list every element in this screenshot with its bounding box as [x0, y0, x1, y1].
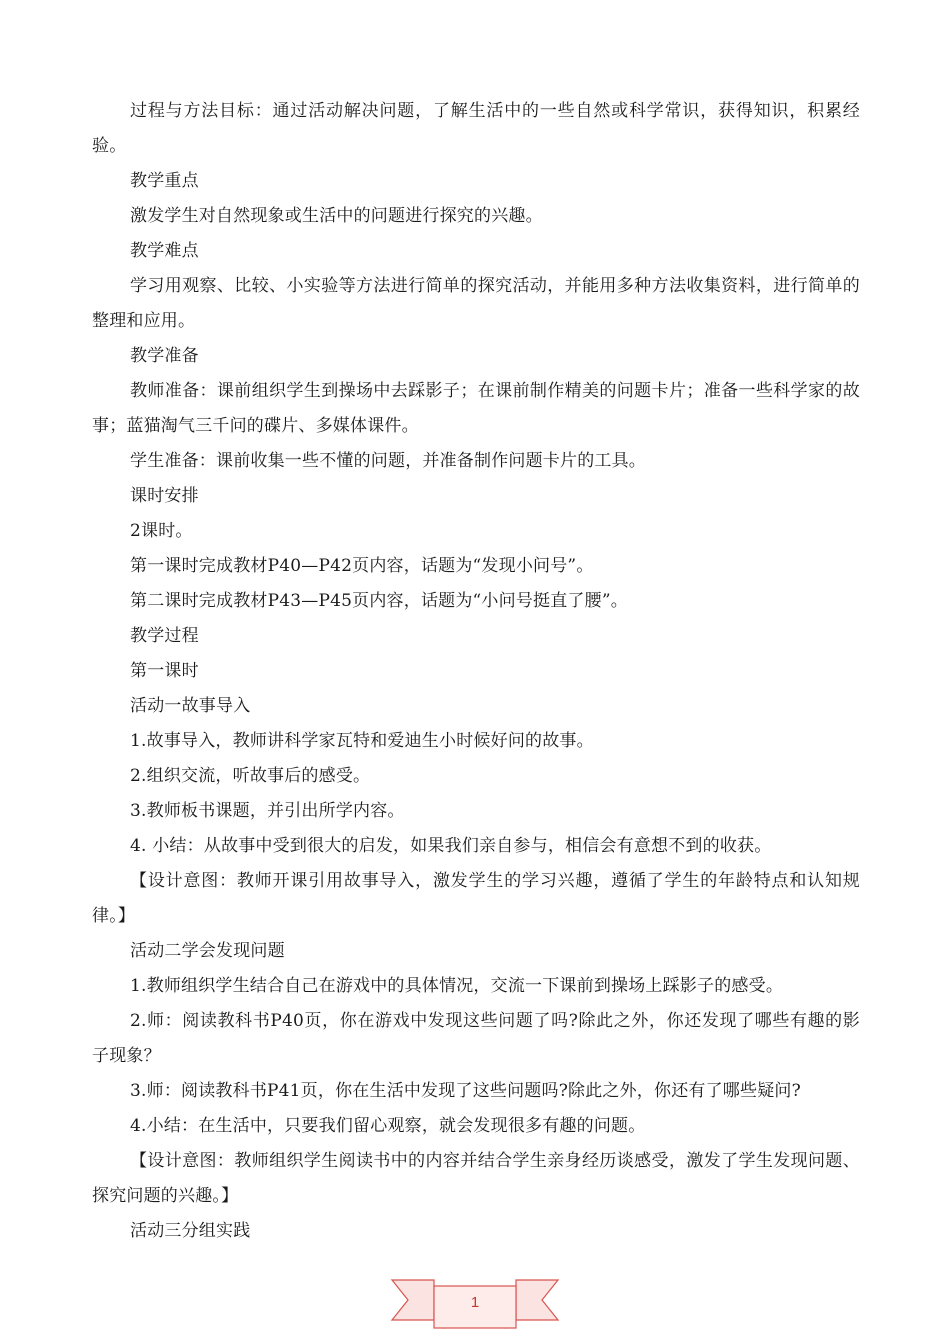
list-item-activity-one-4: 4. 小结：从故事中受到很大的启发，如果我们亲自参与，相信会有意想不到的收获。	[130, 836, 772, 856]
heading-activity-two: 活动二学会发现问题	[130, 941, 285, 961]
heading-key-points: 教学重点	[130, 171, 199, 191]
paragraph-key-points: 激发学生对自然现象或生活中的问题进行探究的兴趣。	[130, 206, 543, 226]
paragraph-first-lesson-scope: 第一课时完成教材P40—P42页内容，话题为“发现小问号”。	[130, 556, 594, 576]
heading-activity-one: 活动一故事导入	[130, 696, 251, 716]
heading-teaching-process: 教学过程	[130, 626, 199, 646]
list-item-activity-one-1: 1.故事导入，教师讲科学家瓦特和爱迪生小时候好问的故事。	[130, 731, 594, 751]
page-number-ribbon	[390, 1272, 560, 1332]
document-body	[92, 94, 860, 1249]
design-intent-activity-one: 【设计意图：教师开课引用故事导入，激发学生的学习兴趣，遵循了学生的年龄特点和认知规律。】	[92, 871, 860, 926]
paragraph-teacher-preparation: 教师准备：课前组织学生到操场中去踩影子；在课前制作精美的问题卡片；准备一些科学家的故事；蓝猫淘气三千问的碟片、多媒体课件。	[92, 381, 860, 436]
paragraph-difficult-points: 学习用观察、比较、小实验等方法进行简单的探究活动，并能用多种方法收集资料，进行简单的整理和应用。	[92, 276, 860, 331]
paragraph-student-preparation: 学生准备：课前收集一些不懂的问题，并准备制作问题卡片的工具。	[130, 451, 646, 471]
design-intent-activity-two: 【设计意图：教师组织学生阅读书中的内容并结合学生亲身经历谈感受，激发了学生发现问题、探究问题的兴趣。】	[92, 1151, 860, 1206]
list-item-activity-two-1: 1.教师组织学生结合自己在游戏中的具体情况，交流一下课前到操场上踩影子的感受。	[130, 976, 784, 996]
list-item-activity-one-2: 2.组织交流，听故事后的感受。	[130, 766, 371, 786]
heading-first-lesson: 第一课时	[130, 661, 199, 681]
list-item-activity-two-4: 4.小结：在生活中，只要我们留心观察，就会发现很多有趣的问题。	[130, 1116, 646, 1136]
list-item-activity-two-3: 3.师：阅读教科书P41页，你在生活中发现了这些问题吗?除此之外，你还有了哪些疑问?	[130, 1081, 801, 1101]
page-number: 1	[470, 1294, 480, 1311]
paragraph-lesson-count: 2课时。	[130, 521, 193, 541]
heading-schedule: 课时安排	[130, 486, 199, 506]
heading-preparation: 教学准备	[130, 346, 199, 366]
heading-activity-three: 活动三分组实践	[130, 1221, 251, 1241]
list-item-activity-one-3: 3.教师板书课题，并引出所学内容。	[130, 801, 405, 821]
paragraph-process-method-goal: 过程与方法目标：通过活动解决问题，了解生活中的一些自然或科学常识，获得知识，积累经验。	[92, 101, 860, 156]
heading-difficult-points: 教学难点	[130, 241, 199, 261]
list-item-activity-two-2: 2.师：阅读教科书P40页，你在游戏中发现这些问题了吗?除此之外，你还发现了哪些有趣的影子现象？	[92, 1011, 860, 1066]
paragraph-second-lesson-scope: 第二课时完成教材P43—P45页内容，话题为“小问号挺直了腰”。	[130, 591, 628, 611]
